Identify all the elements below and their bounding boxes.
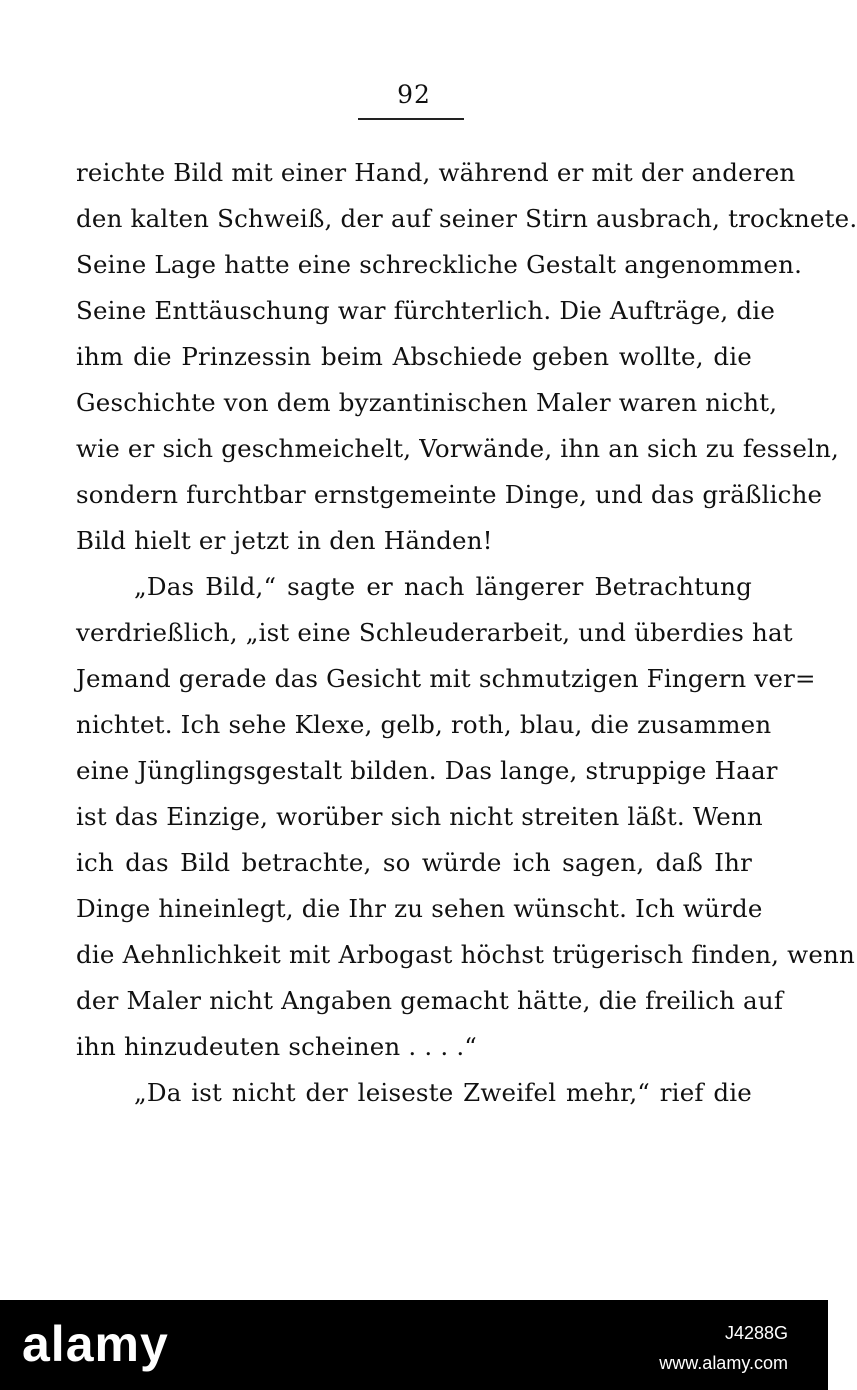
text-line: eine Jünglingsgestalt bilden. Das lange, struppige Haar [76, 756, 778, 785]
text-line: der Maler nicht Angaben gemacht hätte, die freilich auf [76, 986, 784, 1015]
text-line: Seine Lage hatte eine schreckliche Gestalt angenommen. [76, 250, 803, 279]
text-line: die Aehnlichkeit mit Arbogast höchst trügerisch finden, wenn [76, 940, 855, 969]
watermark-url: www.alamy.com [659, 1353, 788, 1373]
text-line: nichtet. Ich sehe Klexe, gelb, roth, blau, die zusammen [76, 710, 772, 739]
page-number-rule [358, 118, 464, 120]
text-line: den kalten Schweiß, der auf seiner Stirn ausbrach, trocknete. [76, 204, 857, 233]
text-line: ihm die Prinzessin beim Abschiede geben wollte, die [76, 342, 752, 371]
page-number: 92 [397, 80, 431, 109]
text-line: ist das Einzige, worüber sich nicht streiten läßt. Wenn [76, 802, 763, 831]
watermark-logo: alamy [22, 1316, 169, 1372]
text-line: Geschichte von dem byzantinischen Maler waren nicht, [76, 388, 778, 417]
text-line: wie er sich geschmeichelt, Vorwände, ihn an sich zu fesseln, [76, 434, 840, 463]
text-line: ich das Bild betrachte, so würde ich sagen, daß Ihr [76, 848, 752, 877]
paragraph-start-line: „Das Bild,“ sagte er nach längerer Betrachtung [134, 572, 752, 601]
text-line: Dinge hineinlegt, die Ihr zu sehen wünscht. Ich würde [76, 894, 763, 923]
text-line: Jemand gerade das Gesicht mit schmutzigen Fingern ver= [76, 664, 816, 693]
body-text [76, 150, 857, 1116]
paragraph-start-line: „Da ist nicht der leiseste Zweifel mehr,“ rief die [134, 1078, 752, 1107]
watermark-bar [0, 1300, 828, 1390]
text-line: Seine Enttäuschung war fürchterlich. Die Aufträge, die [76, 296, 776, 325]
text-line: verdrießlich, „ist eine Schleuderarbeit, und überdies hat [76, 618, 793, 647]
text-line: sondern furchtbar ernstgemeinte Dinge, und das gräßliche [76, 480, 823, 509]
text-line: reichte Bild mit einer Hand, während er mit der anderen [76, 158, 796, 187]
paragraph-end-line: ihn hinzudeuten scheinen . . . .“ [76, 1032, 478, 1061]
watermark-image-id: J4288G [724, 1323, 788, 1343]
paragraph-end-line: Bild hielt er jetzt in den Händen! [76, 526, 493, 555]
